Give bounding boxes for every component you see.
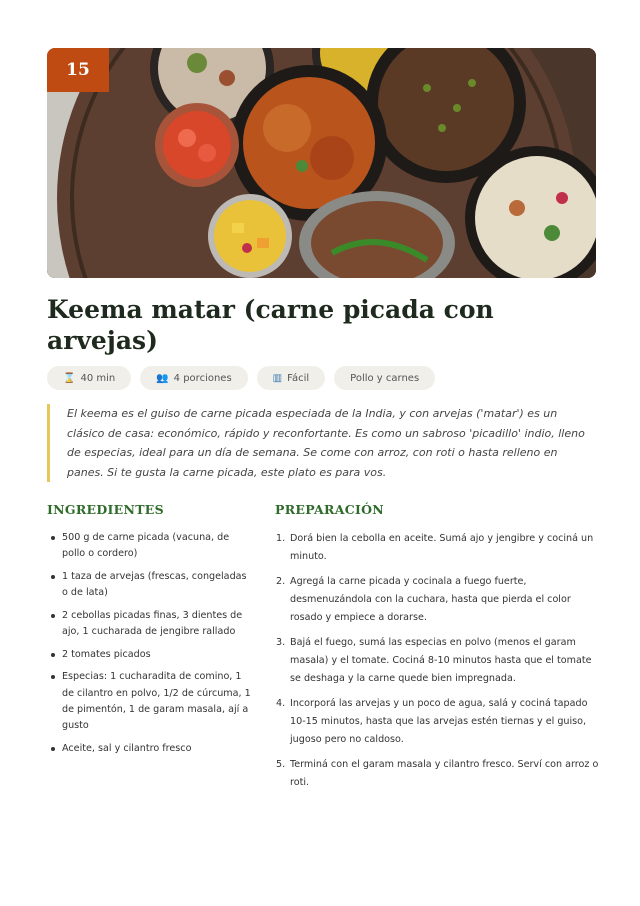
ingredient-item: 2 cebollas picadas finas, 3 dientes de ajo, 1 cucharada de jengibre rallado <box>62 608 252 640</box>
preparation-steps <box>275 530 600 799</box>
step-number: 5. <box>276 759 286 770</box>
recipe-number-badge: 15 <box>47 48 109 92</box>
preparation-heading: PREPARACIÓN <box>275 502 385 517</box>
step-number: 4. <box>276 698 286 709</box>
recipe-tags <box>47 366 435 390</box>
step-item <box>276 695 600 749</box>
people-icon: 👥 <box>156 372 169 384</box>
tag-time <box>47 366 131 390</box>
chart-icon: ▥ <box>272 372 283 384</box>
tag-difficulty-label: Fácil <box>287 372 310 384</box>
step-item <box>276 530 600 566</box>
step-text: Dorá bien la cebolla en aceite. Sumá ajo y jengibre y cociná un minuto. <box>290 533 594 562</box>
step-item <box>276 756 600 792</box>
recipe-intro: El keema es el guiso de carne picada especiada de la India, y con arvejas ('matar') es un clásico de casa: económico, rápido y reconfortante. Es como un sabroso 'picadillo' indio, lleno de especias, ideal para un día de semana. Se come con arroz, con roti o hasta relleno en panes. Si te gusta la carne picada, este plato es para vos. <box>47 404 596 482</box>
ingredients-heading: INGREDIENTES <box>47 502 164 517</box>
tag-time-label: 40 min <box>80 372 116 384</box>
tag-category <box>334 366 435 390</box>
step-number: 1. <box>276 533 286 544</box>
tag-servings-label: 4 porciones <box>173 372 232 384</box>
step-text: Agregá la carne picada y cocinala a fuego fuerte, desmenuzándola con la cuchara, hasta que pierda el color rosado y empiece a dorarse. <box>290 576 571 623</box>
tag-servings <box>140 366 247 390</box>
tag-difficulty <box>257 366 325 390</box>
tag-category-label: Pollo y carnes <box>350 372 420 384</box>
step-item <box>276 634 600 688</box>
recipe-photo <box>47 48 596 278</box>
hourglass-icon: ⌛ <box>63 372 76 384</box>
ingredient-item: Aceite, sal y cilantro fresco <box>62 741 252 757</box>
recipe-title: Keema matar (carne picada con arvejas) <box>47 295 494 355</box>
ingredient-item: 1 taza de arvejas (frescas, congeladas o de lata) <box>62 569 252 601</box>
step-text: Bajá el fuego, sumá las especias en polvo (menos el garam masala) y el tomate. Cociná 8-10 minutos hasta que el tomate se deshaga y la carne quede bien impregnada. <box>290 637 592 684</box>
step-text: Terminá con el garam masala y cilantro fresco. Serví con arroz o roti. <box>290 759 599 788</box>
ingredients-list <box>47 530 252 763</box>
ingredient-item: Especias: 1 cucharadita de comino, 1 de cilantro en polvo, 1/2 de cúrcuma, 1 de pimentón, 1 de garam masala, ají a gusto <box>62 669 252 734</box>
step-text: Incorporá las arvejas y un poco de agua, salá y cociná tapado 10-15 minutos, hasta que las arvejas estén tiernas y el guiso, jugoso pero no caldoso. <box>290 698 588 745</box>
ingredient-item: 2 tomates picados <box>62 647 252 663</box>
step-number: 3. <box>276 637 286 648</box>
step-item <box>276 573 600 627</box>
ingredient-item: 500 g de carne picada (vacuna, de pollo o cordero) <box>62 530 252 562</box>
step-number: 2. <box>276 576 286 587</box>
